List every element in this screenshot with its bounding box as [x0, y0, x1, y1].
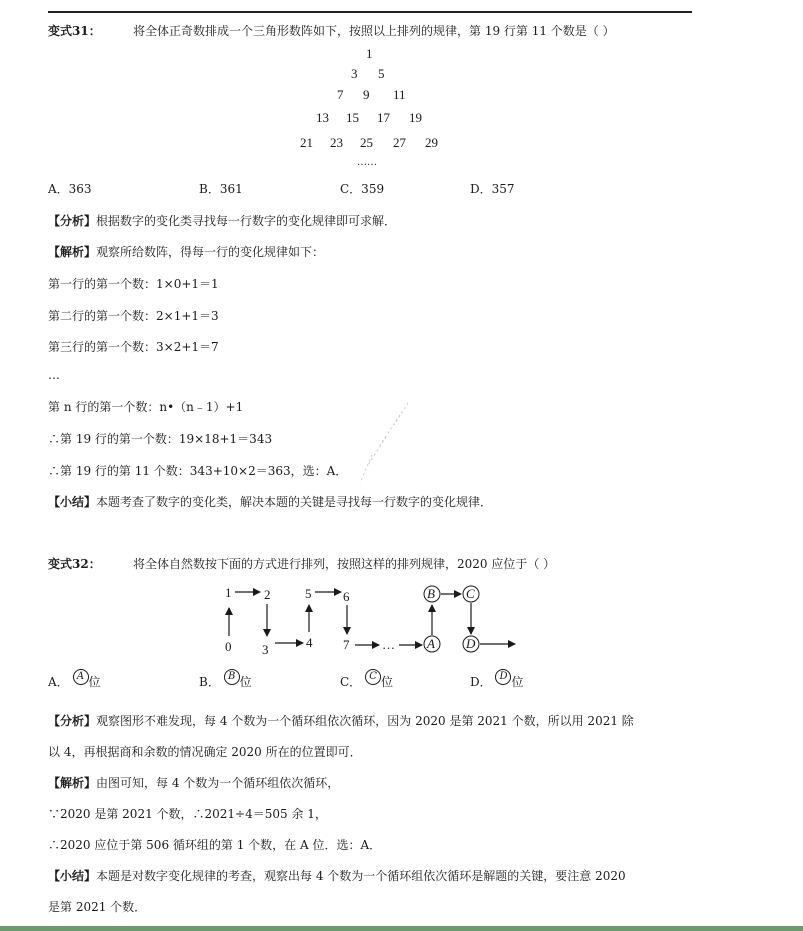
bottom-bar	[0, 926, 803, 931]
summary-text: 本题是对数字变化规律的考查，观察出每 4 个数为一个循环组依次循环是解题的关键，要注意 2020	[96, 869, 626, 883]
node-1: 1	[225, 585, 232, 600]
circled-letter-d: D	[495, 669, 511, 685]
tri-cell: 19	[409, 110, 422, 125]
node-5: 5	[305, 586, 312, 601]
top-rule	[48, 11, 692, 13]
q31-option-c: C．359	[340, 182, 385, 196]
option-suffix: 位	[239, 675, 252, 689]
summary-text: 本题考查了数字的变化类，解决本题的关键是寻找每一行数字的变化规律．	[96, 495, 493, 509]
q32-option-c	[340, 673, 393, 690]
tri-cell: 7	[337, 87, 344, 102]
tri-cell: 21	[300, 135, 313, 150]
node-0: 0	[225, 639, 232, 654]
summary-tag: 【小结】	[48, 869, 97, 883]
q31-option-a: A．363	[48, 182, 92, 196]
q32-stem: 将全体自然数按下面的方式进行排列，按照这样的排列规律，2020 应位于（ ）	[133, 557, 556, 571]
q32-option-a	[48, 673, 101, 690]
solution-intro: 由图可知，每 4 个数为一个循环组依次循环，	[96, 776, 340, 790]
node-2: 2	[264, 587, 271, 602]
option-suffix: 位	[381, 675, 394, 689]
q31-stem: 将全体正奇数排成一个三角形数阵如下，按照以上排列的规律，第 19 行第 11 个数是（ ）	[133, 24, 615, 38]
node-6: 6	[343, 589, 350, 604]
tri-cell: 27	[393, 135, 406, 150]
tri-cell: 13	[316, 110, 329, 125]
q31-analysis	[48, 212, 396, 229]
node-4: 4	[306, 635, 313, 650]
q32-line-1: ∵2020 是第 2021 个数，∴2021÷4＝505 余 1，	[48, 807, 327, 821]
label-b: B	[427, 586, 435, 601]
q31-label: 变式31：	[48, 24, 101, 38]
circled-letter-b: B	[224, 669, 240, 685]
tri-cell: 11	[393, 87, 406, 102]
circled-letter-c: C	[365, 669, 381, 685]
label-c: C	[466, 586, 475, 601]
q31-option-d: D．357	[470, 182, 515, 196]
solution-tag: 【解析】	[48, 776, 97, 790]
tri-dots: ……	[357, 157, 377, 168]
analysis-tag: 【分析】	[48, 714, 97, 728]
q31-line-1: 第一行的第一个数：1×0+1＝1	[48, 277, 219, 291]
node-7: 7	[343, 637, 350, 652]
q32-analysis-cont: 以 4，再根据商和余数的情况确定 2020 所在的位置即可．	[48, 745, 362, 759]
solution-tag: 【解析】	[48, 245, 97, 259]
tri-cell: 17	[377, 110, 390, 125]
tri-cell: 9	[363, 87, 370, 102]
option-prefix: B．	[199, 675, 220, 689]
tri-cell: 5	[378, 66, 385, 81]
option-suffix: 位	[511, 675, 524, 689]
tri-cell: 1	[366, 46, 373, 61]
label-a: A	[427, 636, 435, 651]
tri-cell: 23	[330, 135, 343, 150]
option-prefix: D．	[470, 675, 492, 689]
q31-line-6: ∴第 19 行的第一个数：19×18+1＝343	[48, 432, 273, 446]
q31-line-3: 第三行的第一个数：3×2+1＝7	[48, 340, 219, 354]
node-3: 3	[262, 642, 269, 657]
option-suffix: 位	[88, 675, 101, 689]
option-prefix: A．	[48, 675, 69, 689]
q32-analysis	[48, 712, 634, 729]
tri-cell: 29	[425, 135, 438, 150]
scan-artifact	[350, 395, 420, 495]
q31-summary	[48, 493, 492, 510]
q31-line-4: …	[48, 368, 60, 382]
q32-option-b	[199, 673, 252, 690]
q32-option-d	[470, 673, 523, 690]
diagram-dots: …	[382, 637, 395, 652]
analysis-text: 观察图形不难发现，每 4 个数为一个循环组依次循环，因为 2020 是第 2021 个数，所以用 2021 除	[96, 714, 634, 728]
tri-cell: 3	[351, 66, 358, 81]
analysis-text: 根据数字的变化类寻找每一行数字的变化规律即可求解．	[96, 214, 397, 228]
q31-option-b: B．361	[199, 182, 243, 196]
q31-solution	[48, 243, 324, 260]
tri-cell: 15	[346, 110, 359, 125]
tri-cell: 25	[360, 135, 373, 150]
label-d: D	[466, 636, 476, 651]
q31-line-2: 第二行的第一个数：2×1+1＝3	[48, 309, 219, 323]
summary-tag: 【小结】	[48, 495, 97, 509]
analysis-tag: 【分析】	[48, 214, 97, 228]
q32-solution	[48, 774, 339, 791]
solution-intro: 观察所给数阵，得每一行的变化规律如下：	[96, 245, 325, 259]
q31-line-5: 第 n 行的第一个数：n•（n﹣1）+1	[48, 400, 244, 414]
q31-line-7: ∴第 19 行的第 11 个数：343+10×2＝363，选：A．	[48, 464, 348, 478]
option-prefix: C．	[340, 675, 362, 689]
circled-letter-a: A	[73, 669, 89, 685]
q32-diagram	[215, 580, 525, 660]
q32-summary	[48, 867, 626, 884]
q32-summary-cont: 是第 2021 个数．	[48, 900, 147, 914]
q32-label: 变式32：	[48, 557, 101, 571]
q32-line-2: ∴2020 应位于第 506 循环组的第 1 个数，在 A 位．选：A．	[48, 838, 382, 852]
